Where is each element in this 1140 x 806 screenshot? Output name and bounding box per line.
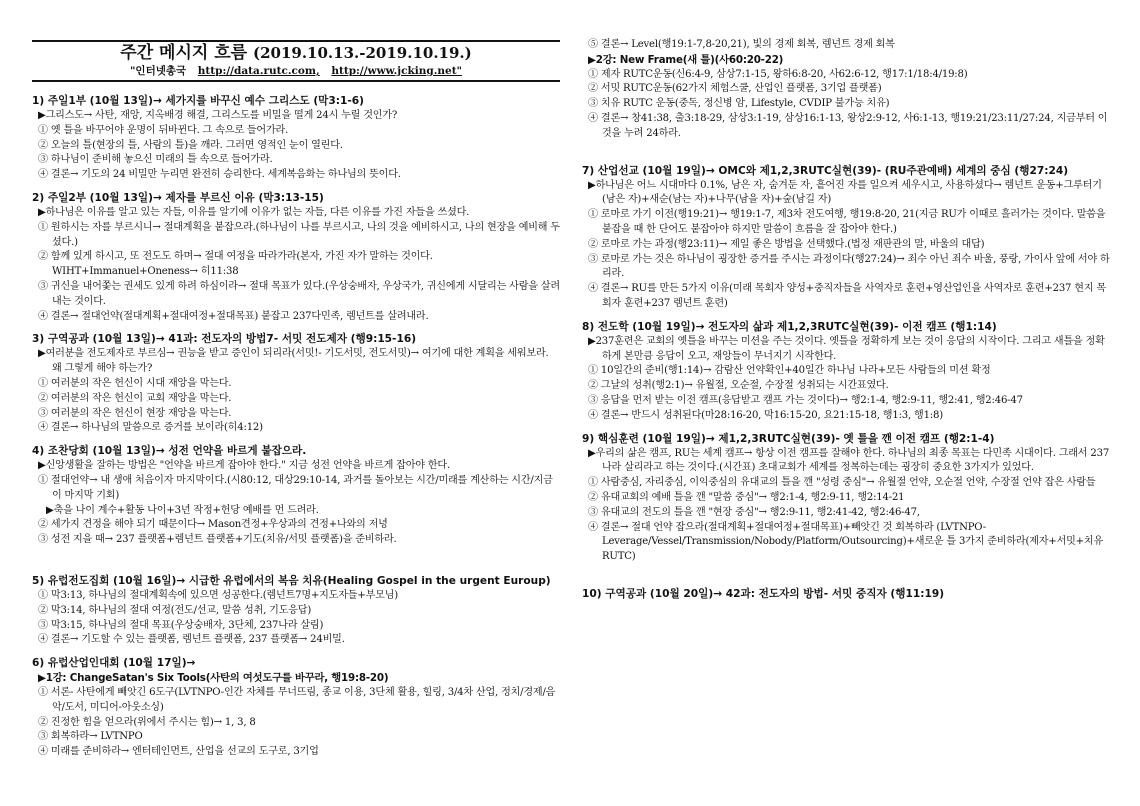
section-heading: 10) 구역공과 (10월 20일)→ 42과: 전도자의 방법- 서밋 중직자 (행11:19) [582,587,945,600]
source-line [32,64,560,78]
section-line: ⑤ 결론→ Level(행19:1-7,8-20,21), 빛의 경제 회복, 렘넌트 경제 회복 [588,39,895,50]
section-line: ③ 응답을 먼저 받는 이전 캠프(응답받고 캠프 가는 것이다)→ 행2:1-4, 행2:9-11, 행2:41, 행2:46-47 [588,394,1023,406]
section-line: ② 여러분의 작은 헌신이 교회 재앙을 막는다. [38,392,232,404]
section-line: ④ 결론→ 기도할 수 있는 플랫폼, 렘넌트 플랫폼, 237 플랫폼→ 24비밀. [38,634,345,646]
section-line: ① 원하시는 자를 부르시니→ 절대계획을 붙잡으라.(하나님이 나를 부르시고, 나의 것을 예비하시고, 나의 현장을 예비해 두셨다.) [38,221,560,248]
site-label: "인터넷총국 [129,65,187,77]
section-line: ① 10일간의 준비(행1:14)→ 감람산 언약확인+40일간 하나님 나라+모든 사람들의 미션 확정 [588,365,991,377]
section-10 [582,587,1110,602]
section-heading: 9) 핵심훈련 (10월 19일)→ 제1,2,3RUTC실현(39)- 옛 틀을 깬 이전 캠프 (행2:1-4) [582,432,995,445]
right-sections [582,38,1110,602]
section-line: ④ 결론→ 반드시 성취된다(마28:16-20, 막16:15-20, 요21:15-18, 행1:3, 행1:8) [588,409,943,421]
section-line: ② 그날의 성취(행2:1)→ 유월절, 오순절, 수장절 성취되는 시간표였다. [588,380,889,392]
section-heading: 6) 유럽산업인대회 (10월 17일)→ [32,657,196,670]
section-line: ① 여러분의 작은 헌신이 시대 재앙을 막는다. [38,377,232,389]
section-line: ③ 성전 지을 때→ 237 플랫폼+렘넌트 플랫폼+기도(치유/서밋 플랫폼)을 준비하라. [38,534,397,546]
section-line: ① 제자 RUTC운동(신6:4-9, 삼상7:1-15, 왕하6:8-20, 사62:6-12, 행17:1/18:4/19:8) [588,68,968,80]
section-line: ▶237훈련은 교회의 옛틀을 바꾸는 미션을 주는 것이다. 옛틀을 정확하게 보는 것이 응답의 시작이다. 그리고 새틀을 정확하게 본만큼 응답이 오고, 재앙들이 무너지기 시작한다. [588,335,1105,362]
section-6-continued [582,38,1110,142]
section-heading: 7) 산업선교 (10월 19일)→ OMC와 제1,2,3RUTC실현(39)- (RU주관예배) 세계의 중심 (행27:24) [582,164,1069,177]
section-line: ④ 결론→ 기도의 24 비밀만 누리면 완전히 승리한다. 세계복음화는 하나님의 뜻이다. [38,169,401,181]
section-line: ③ 로마로 가는 것은 하나님이 굉장한 증거를 주시는 과정이다(행27:24)→ 죄수 아닌 죄수 바울, 풍랑, 가이사 앞에 서야 하리라. [588,253,1110,280]
section-line: ① 서론- 사탄에게 빼앗긴 6도구(LVTNPO-인간 자체를 무너뜨림, 종교 이용, 3단체 활용, 힐링, 3/4차 산업, 정치/경제/음악/도서, 미디어-아웃소싱) [38,686,556,713]
section-1 [32,94,560,183]
left-sections [32,94,560,760]
section-heading: 3) 구역공과 (10월 13일)→ 41과: 전도자의 방법7- 서밋 전도제자 (행9:15-16) [32,333,417,346]
section-9 [582,432,1110,565]
section-line: ④ 미래를 준비하라→ 엔터테인먼트, 산업을 선교의 도구로, 3기업 [38,746,319,758]
section-line: ③ 막3:15, 하나님의 절대 목표(우상숭배자, 3단체, 237나라 살림) [38,619,324,631]
section-line: ② 오늘의 틀(현장의 틀, 사람의 틀)을 깨라. 그러면 영적인 눈이 열린다. [38,139,343,151]
section-line: ③ 하나님이 준비해 놓으신 미래의 틀 속으로 들어가라. [38,154,273,166]
section-line: ③ 유대교의 전도의 틀을 깬 "현장 중심"→ 행2:9-11, 행2:41-42, 행2:46-47, [588,506,920,518]
section-line: ③ 귀신을 내어쫓는 권세도 있게 하려 하심이라→ 절대 목표가 있다.(우상숭배자, 우상국가, 귀신에게 시달리는 사람을 살려내는 것이다. [38,280,560,307]
section-line: ② 함께 있게 하시고, 또 전도도 하며→ 절대 여정을 따라가라(본자, 가진 자가 말하는 것이다. WIHT+Immanuel+Oneness→ 히11:38 [38,251,433,278]
link-data-rutc[interactable]: http://data.rutc.com, [197,65,320,77]
section-7 [582,164,1110,312]
section-heading: 4) 조찬당회 (10월 13일)→ 성전 언약을 바르게 붙잡으라. [32,445,307,458]
section-line: ③ 치유 RUTC 운동(중독, 정신병 암, Lifestyle, CVDIP 불가능 치유) [588,98,890,110]
section-line: ② 세가지 견정을 해야 되기 때문이다→ Mason견정+우상과의 견정+나와의 저녕 [38,519,388,531]
section-heading: 5) 유럽전도집회 (10월 16일)→ 시급한 유럽에서의 복음 치유(Healing Gospel in the urgent Euroup) [32,574,551,587]
section-line: ③ 회복하라→ LVTNPO [38,731,143,743]
title-date: (2019.10.13.-2019.10.19.) [252,44,472,62]
lecture-title: ▶2강: New Frame(새 틀)(사60:20-22) [588,53,784,66]
section-heading: 8) 전도학 (10월 19일)→ 전도자의 삶과 제1,2,3RUTC실현(39)- 이전 캠프 (행1:14) [582,320,997,333]
section-heading: 1) 주일1부 (10월 13일)→ 세가지를 바꾸신 예수 그리스도 (막3:1-6) [32,95,364,107]
section-4 [32,444,560,548]
section-3 [32,332,560,436]
section-line: ④ 결론→ 절대 언약 잡으라(절대계획+절대여정+절대목표)+빼앗긴 것 회복하라 (LVTNPO-Leverage/Vessel/Transmission/Nobody/Platform/Outsourcing)+새로운 틀 3가지 준비하라(제자+서밋+치유 RUTC) [588,521,1104,563]
section-line: ① 막3:13, 하나님의 절대계획속에 있으면 성공한다.(렘넌트7명+지도자들+부모님) [38,589,398,601]
section-line: ③ 여러분의 작은 헌신이 현장 재앙을 막는다. [38,407,232,419]
section-line: ① 절대언약→ 내 생애 처음이자 마지막이다.(시80:12, 대상29:10-14, 과거를 돌아보는 시간/미래를 계산하는 시간/지금이 마지막 기회) [38,474,553,501]
section-line: ② 진정한 힘을 얻으라(위에서 주시는 힘)→ 1, 3, 8 [38,716,256,728]
section-line: ② 유대교회의 예배 틀을 깬 "말씀 중심"→ 행2:1-4, 행2:9-11, 행2:14-21 [588,491,905,503]
section-line: ▶우리의 삶은 캠프, RU는 세계 캠프→ 항상 이전 캠프를 잘해야 한다. 하나님의 최종 목표는 다민족 시대이다. 그래서 237나라 살리라고 하는 것이다.(시간표) 초대교회가 세계를 정복하는데는 굉장히 중요한 3가지가 있었다. [588,447,1110,474]
section-line: ▶신앙생활을 잘하는 방법은 "언약을 바르게 잡아야 한다." 지금 성전 언약을 바르게 잡아야 한다. [38,460,450,472]
section-line: ② 서밋 RUTC운동(62가지 체험스쿨, 산업인 플랫폼, 3기업 플랫폼) [588,83,882,95]
page-title [32,42,560,64]
section-line: ② 로마로 가는 과정(행23:11)→ 제일 좋은 방법을 선택했다.(법정 재판관의 말, 바울의 대답) [588,238,985,250]
section-line: ④ 결론→ 창41:38, 출3:18-29, 삼상3:1-19, 삼상16:1-13, 왕상2:9-12, 사6:1-13, 행19:21/23:11/27:24, 지금부터 이것을 누려 24하라. [588,112,1108,139]
section-line: ① 사람중심, 자리중심, 이익중심의 유대교의 틀을 깬 "성령 중심"→ 유월절 언약, 오순절 언약, 수장절 언약 잡은 사람들 [588,477,1096,489]
section-6 [32,656,560,760]
title-text: 주간 메시지 흐름 [120,43,248,63]
lecture-title: ▶1강: ChangeSatan's Six Tools(사탄의 여섯도구를 바꾸라, 행19:8-20) [38,672,389,685]
left-column [32,0,560,768]
section-line: ④ 결론→ 절대언약(절대계획+절대여정+절대목표) 붙잡고 237다민족, 렘넌트를 살려내라. [38,310,429,322]
section-line: ▶축을 나이 계수+활동 나이+3년 작정+헌당 예배를 먼 드려라. [46,504,319,516]
section-8 [582,320,1110,424]
section-line: ④ 결론→ 하나님의 말씀으로 증거를 보이라(히4:12) [38,422,263,434]
section-line: ① 옛 틀을 바꾸어야 운명이 뒤바뀐다. 그 속으로 들어가라. [38,124,289,136]
right-column [582,0,1110,610]
title-box [32,40,560,82]
section-heading: 2) 주일2부 (10월 13일)→ 제자를 부르신 이유 (막3:13-15) [32,191,324,204]
section-line: ▶여러분을 전도제자로 부르심→ 권능을 받고 증인이 되리라(서밋!- 기도서밋, 전도서밋)→ 여기에 대한 계획을 세워보라. 왜 그렇게 해야 하는가? [38,348,549,375]
link-jcking[interactable]: http://www.jcking.net" [331,65,463,77]
section-5 [32,574,560,648]
section-line: ② 막3:14, 하나님의 절대 여정(전도/선교, 말씀 성취, 기도응답) [38,604,312,616]
section-line: ▶그리스도→ 사탄, 재앙, 지옥배경 해결, 그리스도를 비밀을 떨게 24시 누릴 것인가? [38,110,398,121]
section-2 [32,191,560,324]
section-line: ▶하나님은 어느 시대마다 0.1%, 남은 자, 숨겨둔 자, 흩어진 자를 일으켜 세우시고, 사용하셨다→ 렘넌트 운동+그루터기(남은 자)+새순(남는 자)+나무(남을 자)+숲(남길 자) [588,179,1102,206]
section-line: ① 로마로 가기 이전(행19:21)→ 행19:1-7, 제3차 전도여행, 행19:8-20, 21(지금 RU가 이때로 흘러가는 것이다. 말씀을 붙잡을 때 한 단어도 붙잡아야 하지만 말씀이 흐름을 잘 잡아야 한다.) [588,209,1106,235]
section-line: ④ 결론→ RU를 만든 5가지 이유(미래 목회자 양성+중직자들을 사역자로 훈련+영산업인을 사역자로 훈련+237 현지 목회자 훈련+237 렘넌트 훈련) [588,283,1106,309]
section-line: ▶하나님은 이유를 알고 있는 자들, 이유를 알기에 이유가 없는 자들, 다른 이유를 가진 자들을 쓰셨다. [38,206,470,218]
